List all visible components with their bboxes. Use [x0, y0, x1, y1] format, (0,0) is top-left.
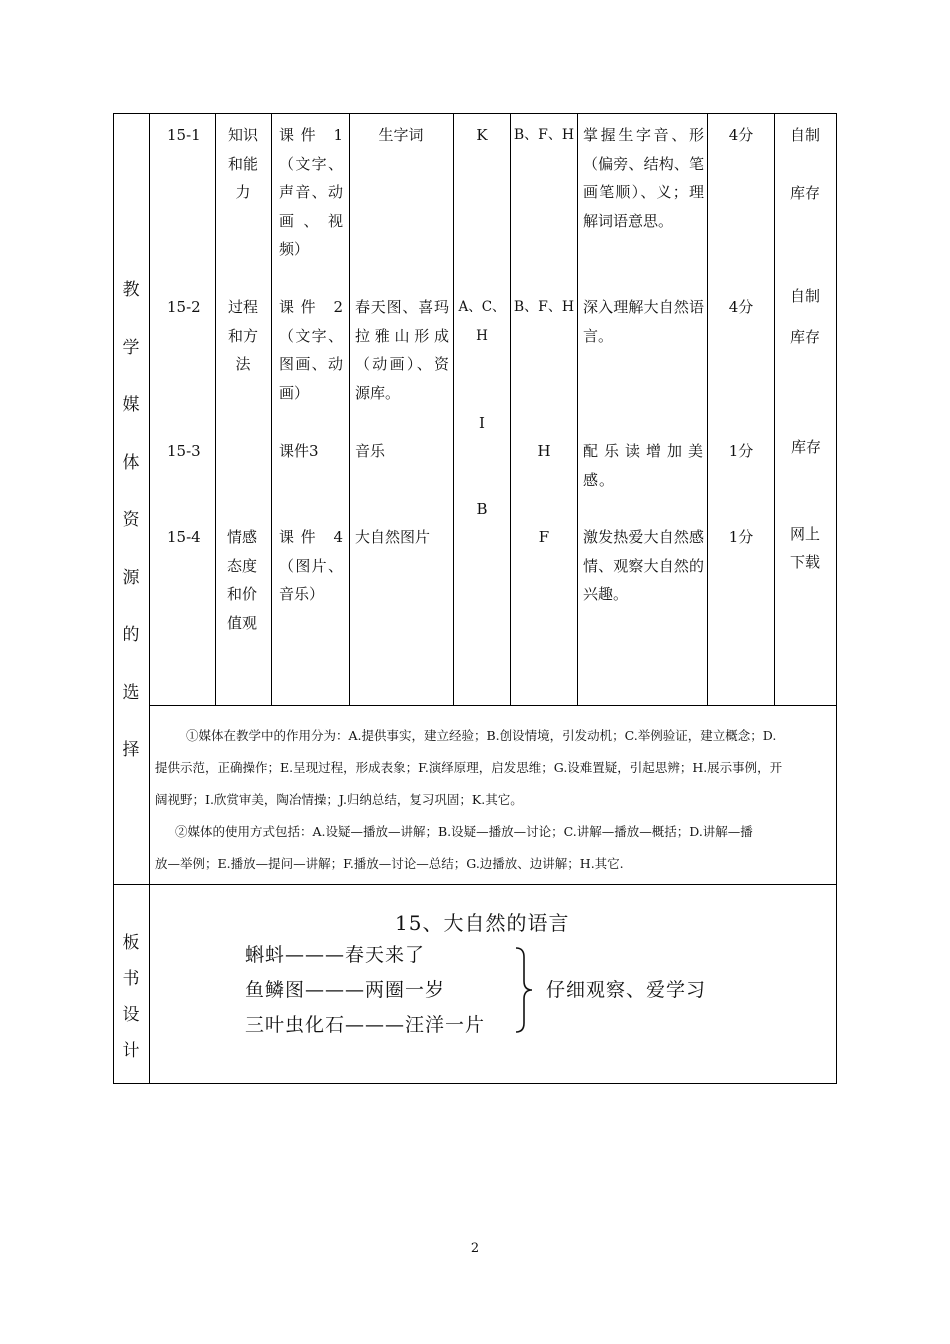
col-divider-1 — [215, 113, 216, 705]
row1-usage: B、F、H — [513, 127, 575, 143]
col-divider-7 — [707, 113, 708, 705]
label-column-divider — [149, 113, 150, 1084]
col-divider-6 — [577, 113, 578, 705]
board-line-2: 鱼鳞图———两圈一岁 — [245, 979, 446, 1001]
col-divider-3 — [349, 113, 350, 705]
row1-number: 15-1 — [167, 126, 201, 144]
table-border-right — [836, 113, 837, 1084]
col-divider-8 — [774, 113, 775, 705]
row1-courseware: 课件 1（文字、声音、动画、视频） — [279, 126, 343, 258]
row2-courseware: 课件 2（文字、图画、动画） — [279, 298, 343, 402]
note2-line2: 放—举例；E.播放—提问—讲解；F.播放—讨论—总结；G.边播放、边讲解；H.其它. — [155, 856, 624, 871]
table-border-bottom — [113, 1083, 837, 1084]
table-border-left — [113, 113, 114, 1084]
row3-source: 库存 — [790, 438, 821, 456]
row2-usage: B、F、H — [513, 299, 575, 315]
section-label: 教学媒体资源的选择 — [122, 280, 140, 760]
row2-goal: 过程和方法 — [227, 298, 258, 373]
row1-goal: 知识和能力 — [227, 126, 258, 201]
row4-number: 15-4 — [167, 528, 201, 546]
note1-line1: ①媒体在教学中的作用分为：A.提供事实，建立经验；B.创设情境，引发动机；C.举例验证，建立概念；D. — [186, 728, 777, 743]
note1-line3: 阔视野；I.欣赏审美，陶冶情操；J.归纳总结，复习巩固；K.其它。 — [155, 792, 523, 807]
row4-result: 激发热爱大自然感情、观察大自然的兴趣。 — [583, 528, 704, 603]
board-top-divider — [113, 884, 837, 885]
board-summary: 仔细观察、爱学习 — [546, 979, 707, 1001]
table-border-top — [113, 113, 837, 114]
row4-time: 1分 — [728, 528, 754, 546]
row2-result: 深入理解大自然语言。 — [583, 298, 704, 345]
row2-time: 4分 — [728, 298, 754, 316]
row1-source: 自制库存 — [789, 126, 820, 202]
row3-usage: H — [537, 442, 551, 460]
board-line-3: 三叶虫化石———汪洋一片 — [245, 1014, 486, 1036]
row2-role: A、C、H — [458, 299, 506, 344]
row2-source: 自制库存 — [789, 287, 820, 346]
board-line-1: 蝌蚪———春天来了 — [245, 944, 426, 966]
row3-result: 配乐读增加美感。 — [583, 442, 704, 489]
row1-role: K — [476, 126, 488, 144]
row2-content: 春天图、喜玛拉雅山形成（动画）、资源库。 — [355, 298, 449, 402]
row4-courseware: 课件 4（图片、音乐） — [279, 528, 343, 603]
row2-number: 15-2 — [167, 298, 201, 316]
col-divider-5 — [510, 113, 511, 705]
page-number: 2 — [470, 1241, 480, 1256]
board-label: 板书设计 — [122, 933, 140, 1061]
row4-goal: 情感态度和价值观 — [227, 528, 258, 632]
row1-content: 生字词 — [378, 126, 424, 144]
row4-usage: F — [538, 528, 550, 546]
notes-top-divider — [149, 705, 837, 706]
row3-number: 15-3 — [167, 442, 201, 460]
note2-line1: ②媒体的使用方式包括：A.设疑—播放—讲解；B.设疑—播放—讨论；C.讲解—播放—概括；D.讲解—播 — [175, 824, 753, 839]
row3-time: 1分 — [728, 442, 754, 460]
board-title: 15、大自然的语言 — [395, 911, 570, 935]
row3-role: I — [479, 414, 485, 432]
row1-result: 掌握生字音、形（偏旁、结构、笔画笔顺）、义；理解词语意思。 — [583, 126, 704, 230]
row1-time: 4分 — [728, 126, 754, 144]
row3-courseware: 课件3 — [279, 442, 319, 460]
curly-brace-icon — [512, 945, 536, 1035]
row4-content: 大自然图片 — [355, 528, 431, 546]
row3-content: 音乐 — [355, 442, 386, 460]
col-divider-2 — [271, 113, 272, 705]
note1-line2: 提供示范，正确操作；E.呈现过程，形成表象；F.演绎原理，启发思维；G.设难置疑，引起思辨；H.展示事例，开 — [155, 760, 783, 775]
row4-source: 网上下载 — [789, 525, 820, 571]
row4-role: B — [476, 500, 488, 518]
